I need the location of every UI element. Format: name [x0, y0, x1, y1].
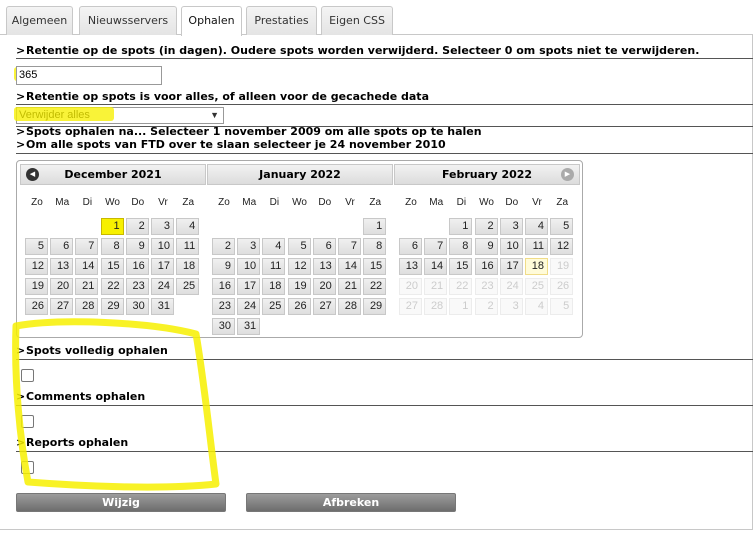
calendar-day[interactable]: 4 [525, 218, 548, 235]
calendar-day[interactable]: 11 [176, 238, 199, 255]
retention-scope-label: >Retentie op spots is voor alles, of alleen voor de gecachede data [16, 90, 429, 103]
calendar-day[interactable]: 2 [475, 218, 498, 235]
calendar-day[interactable]: 14 [75, 258, 98, 275]
calendar-day[interactable]: 6 [50, 238, 73, 255]
calendar-day[interactable]: 19 [288, 278, 311, 295]
calendar-day[interactable]: 7 [338, 238, 361, 255]
calendar-day[interactable]: 26 [550, 278, 573, 295]
calendar-day[interactable]: 5 [25, 238, 48, 255]
calendar-day[interactable]: 18 [262, 278, 285, 295]
weekday-label: Do [505, 197, 519, 208]
calendar-day[interactable]: 17 [237, 278, 260, 295]
weekday-label: Za [369, 197, 382, 208]
weekday-label: Zo [31, 197, 43, 208]
divider [16, 359, 753, 360]
full-fetch-label: >Spots volledig ophalen [16, 344, 168, 357]
next-month-icon[interactable]: ▶ [561, 168, 574, 181]
weekday-label: Za [182, 197, 195, 208]
calendar-day[interactable]: 4 [262, 238, 285, 255]
cancel-button[interactable]: Afbreken [246, 493, 456, 512]
calendar-day[interactable]: 6 [399, 238, 422, 255]
calendar-day[interactable]: 20 [50, 278, 73, 295]
calendar-day[interactable]: 27 [50, 298, 73, 315]
weekday-label: Ma [55, 197, 70, 208]
tab-eigen-css[interactable]: Eigen CSS [321, 6, 393, 35]
calendar-day[interactable]: 19 [25, 278, 48, 295]
divider [16, 58, 753, 59]
tab-bar [0, 0, 753, 35]
weekday-label: Di [82, 197, 93, 208]
chevron-down-icon: ▼ [210, 110, 219, 120]
calendar-day[interactable]: 18 [525, 258, 548, 275]
weekday-label: Di [269, 197, 280, 208]
divider [16, 104, 753, 105]
calendar-day[interactable]: 8 [363, 238, 386, 255]
calendar-day-other-month: 2 [475, 298, 498, 315]
calendar-day[interactable]: 25 [262, 298, 285, 315]
calendar-day[interactable]: 1 [101, 218, 124, 235]
calendar-day[interactable]: 6 [313, 238, 336, 255]
calendar-day[interactable]: 2 [126, 218, 149, 235]
calendar-day[interactable]: 10 [151, 238, 174, 255]
weekday-label: Do [131, 197, 145, 208]
calendar-day[interactable]: 19 [550, 258, 573, 275]
weekday-label: Wo [292, 197, 307, 208]
calendar-day[interactable]: 2 [212, 238, 235, 255]
comments-checkbox[interactable] [21, 415, 34, 428]
calendar-day[interactable]: 15 [449, 258, 472, 275]
calendar-day[interactable]: 10 [237, 258, 260, 275]
calendar-day[interactable]: 31 [237, 318, 260, 335]
calendar-day[interactable]: 17 [151, 258, 174, 275]
calendar-day[interactable]: 1 [449, 218, 472, 235]
calendar-day[interactable]: 3 [500, 218, 523, 235]
calendar-day[interactable]: 21 [424, 278, 447, 295]
calendar-day[interactable]: 14 [338, 258, 361, 275]
weekday-label: Wo [479, 197, 494, 208]
calendar-day[interactable]: 15 [101, 258, 124, 275]
calendar-day-other-month: 4 [525, 298, 548, 315]
prev-month-icon[interactable]: ◀ [26, 168, 39, 181]
save-button[interactable]: Wijzig [16, 493, 226, 512]
calendar-day[interactable]: 15 [363, 258, 386, 275]
calendar-day[interactable]: 28 [75, 298, 98, 315]
calendar-day[interactable]: 31 [151, 298, 174, 315]
calendar-day[interactable]: 13 [399, 258, 422, 275]
calendar-day[interactable]: 16 [126, 258, 149, 275]
calendar-day[interactable]: 23 [212, 298, 235, 315]
calendar-day[interactable]: 3 [237, 238, 260, 255]
calendar-day[interactable]: 23 [475, 278, 498, 295]
retention-input[interactable]: 365 [16, 66, 162, 85]
reports-checkbox[interactable] [21, 461, 34, 474]
calendar-day[interactable]: 20 [313, 278, 336, 295]
calendar-day[interactable]: 10 [500, 238, 523, 255]
calendar-day-other-month: 5 [550, 298, 573, 315]
highlight-marker [14, 107, 114, 121]
calendar-day[interactable]: 9 [126, 238, 149, 255]
tab-nieuwsservers[interactable]: Nieuwsservers [79, 6, 177, 35]
calendar-day[interactable]: 4 [176, 218, 199, 235]
month-header: February 2022 [394, 164, 580, 185]
retention-label: >Retentie op de spots (in dagen). Oudere spots worden verwijderd. Selecteer 0 om spots niet te verwijderen. [16, 44, 700, 57]
calendar-day[interactable]: 7 [75, 238, 98, 255]
calendar-day[interactable]: 30 [126, 298, 149, 315]
calendar-day[interactable]: 18 [176, 258, 199, 275]
tab-algemeen[interactable]: Algemeen [6, 6, 73, 35]
full-fetch-checkbox[interactable] [21, 369, 34, 382]
weekday-label: Vr [532, 197, 542, 208]
calendar-day-other-month: 1 [449, 298, 472, 315]
calendar-day[interactable]: 26 [25, 298, 48, 315]
tab-ophalen[interactable]: Ophalen [181, 6, 242, 36]
weekday-label: Vr [345, 197, 355, 208]
calendar-day[interactable]: 23 [126, 278, 149, 295]
calendar-day[interactable]: 9 [475, 238, 498, 255]
calendar-day[interactable]: 16 [475, 258, 498, 275]
calendar-day[interactable]: 14 [424, 258, 447, 275]
weekday-label: Ma [242, 197, 257, 208]
calendar-day[interactable]: 8 [101, 238, 124, 255]
calendar-day[interactable]: 22 [449, 278, 472, 295]
calendar-day[interactable]: 26 [288, 298, 311, 315]
calendar-day[interactable]: 24 [151, 278, 174, 295]
calendar-day[interactable]: 28 [424, 298, 447, 315]
divider [16, 153, 753, 154]
calendar-day[interactable]: 28 [338, 298, 361, 315]
calendar-day[interactable]: 12 [25, 258, 48, 275]
calendar-day[interactable]: 1 [363, 218, 386, 235]
comments-label: >Comments ophalen [16, 390, 146, 403]
calendar-day[interactable]: 24 [500, 278, 523, 295]
calendar-day[interactable]: 12 [550, 238, 573, 255]
calendar-day[interactable]: 25 [525, 278, 548, 295]
calendar-day[interactable]: 21 [338, 278, 361, 295]
calendar-day[interactable]: 11 [525, 238, 548, 255]
divider [16, 451, 753, 452]
calendar-day[interactable]: 22 [101, 278, 124, 295]
reports-label: >Reports ophalen [16, 436, 129, 449]
ftd-label: >Om alle spots van FTD over te slaan selecteer je 24 november 2010 [16, 138, 446, 151]
calendar-day-other-month: 3 [500, 298, 523, 315]
calendar-day[interactable]: 12 [288, 258, 311, 275]
fetch-from-label: >Spots ophalen na... Selecteer 1 november 2009 om alle spots op te halen [16, 125, 482, 138]
calendar-day[interactable]: 27 [399, 298, 422, 315]
calendar-day[interactable]: 22 [363, 278, 386, 295]
calendar-day[interactable]: 5 [288, 238, 311, 255]
datepicker [16, 160, 583, 338]
calendar-day[interactable]: 20 [399, 278, 422, 295]
month-header: January 2022 [207, 164, 393, 185]
calendar-day[interactable]: 5 [550, 218, 573, 235]
divider [16, 405, 753, 406]
calendar-day[interactable]: 7 [424, 238, 447, 255]
calendar-day[interactable]: 13 [313, 258, 336, 275]
calendar-day[interactable]: 8 [449, 238, 472, 255]
weekday-label: Do [318, 197, 332, 208]
calendar-day[interactable]: 25 [176, 278, 199, 295]
weekday-label: Wo [105, 197, 120, 208]
calendar-day[interactable]: 27 [313, 298, 336, 315]
calendar-day[interactable]: 9 [212, 258, 235, 275]
weekday-label: Ma [429, 197, 444, 208]
calendar-day[interactable]: 29 [363, 298, 386, 315]
calendar-day[interactable]: 24 [237, 298, 260, 315]
calendar-day[interactable]: 13 [50, 258, 73, 275]
tab-prestaties[interactable]: Prestaties [246, 6, 317, 35]
calendar-day[interactable]: 30 [212, 318, 235, 335]
weekday-label: Zo [218, 197, 230, 208]
weekday-label: Za [556, 197, 569, 208]
month-header: December 2021 [20, 164, 206, 185]
weekday-label: Zo [405, 197, 417, 208]
weekday-label: Vr [158, 197, 168, 208]
calendar-day[interactable]: 17 [500, 258, 523, 275]
calendar-day[interactable]: 16 [212, 278, 235, 295]
calendar-day[interactable]: 11 [262, 258, 285, 275]
calendar-day[interactable]: 3 [151, 218, 174, 235]
calendar-day[interactable]: 29 [101, 298, 124, 315]
weekday-label: Di [456, 197, 467, 208]
calendar-day[interactable]: 21 [75, 278, 98, 295]
